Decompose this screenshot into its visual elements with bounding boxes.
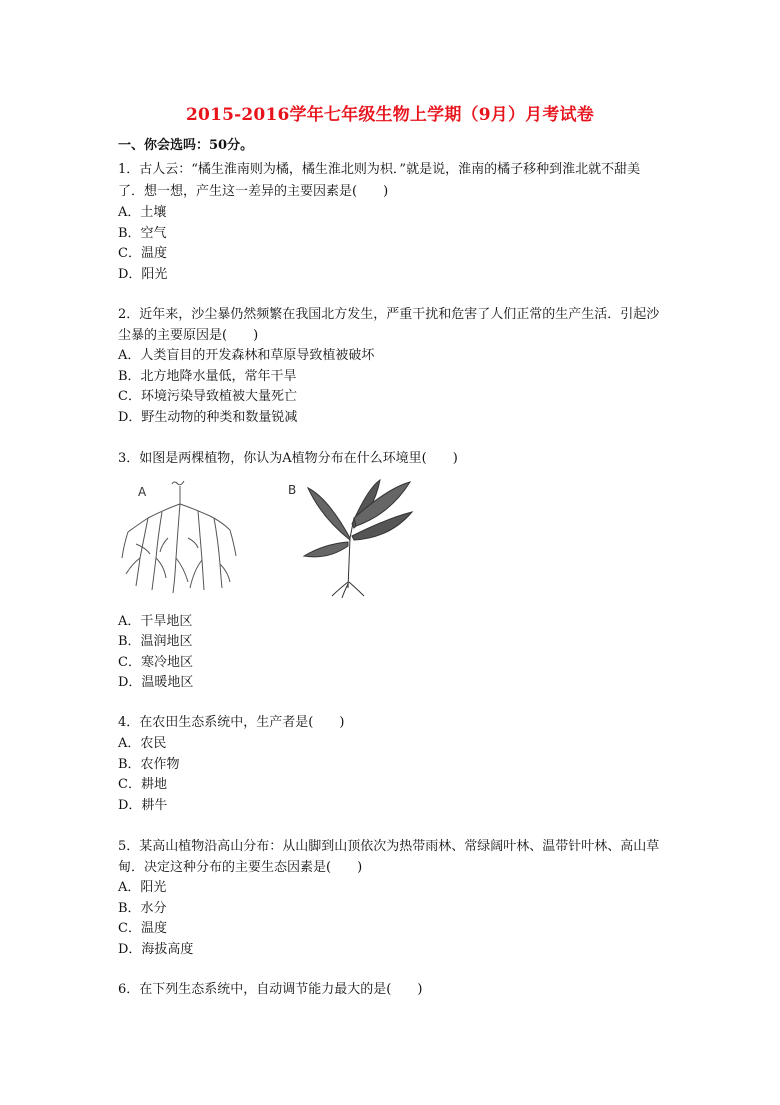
question-2-option-b: B．北方地降水量低，常年干旱 xyxy=(118,369,297,384)
question-4-line-1: 4．在农田生态系统中，生产者是( ) xyxy=(118,715,345,730)
question-3-option-b: B．温润地区 xyxy=(118,634,193,649)
question-2-line-1: 2．近年来，沙尘暴仍然频繁在我国北方发生，严重干扰和危害了人们正常的生产生活．引起沙 xyxy=(118,307,660,322)
question-5-option-c: C．温度 xyxy=(118,921,167,936)
question-3-option-c: C．寒冷地区 xyxy=(118,655,193,670)
question-1-line-1: 1．古人云：“橘生淮南则为橘，橘生淮北则为枳．”就是说，淮南的橘子移种到淮北就不甜美 xyxy=(118,162,641,177)
question-4-option-d: D．耕牛 xyxy=(118,798,168,813)
question-3-option-a: A．干旱地区 xyxy=(118,614,193,629)
question-1-option-b: B．空气 xyxy=(118,226,167,241)
section-heading: 一、你会选吗：50分。 xyxy=(118,138,254,153)
question-2-option-d: D．野生动物的种类和数量锐减 xyxy=(118,410,298,425)
exam-title: 2015-2016学年七年级生物上学期（9月）月考试卷 xyxy=(186,105,594,125)
question-6-line-1: 6．在下列生态系统中，自动调节能力最大的是( ) xyxy=(118,982,423,997)
question-2-option-c: C．环境污染导致植被大量死亡 xyxy=(118,389,297,404)
question-5-option-b: B．水分 xyxy=(118,901,167,916)
question-5-option-d: D．海拔高度 xyxy=(118,942,194,957)
question-3-line-1: 3．如图是两棵植物，你认为A植物分布在什么环境里( ) xyxy=(118,451,458,466)
question-4-option-a: A．农民 xyxy=(118,736,167,751)
question-3-option-d: D．温暖地区 xyxy=(118,675,194,690)
question-5-line-1: 5．某高山植物沿高山分布：从山脚到山顶依次为热带雨林、常绿阔叶林、温带针叶林、高山草 xyxy=(118,839,660,854)
figure-label-a: A xyxy=(138,485,147,499)
question-1-line-2: 了．想一想，产生这一差异的主要因素是( ) xyxy=(118,184,389,199)
question-5-option-a: A．阳光 xyxy=(118,880,167,895)
plant-figure xyxy=(118,478,428,598)
question-1-option-c: C．温度 xyxy=(118,246,167,261)
question-1-option-d: D．阳光 xyxy=(118,267,168,282)
question-4-option-c: C．耕地 xyxy=(118,777,167,792)
plant-b-drawing xyxy=(304,480,412,598)
question-1-option-a: A．土壤 xyxy=(118,205,167,220)
question-5-line-2: 甸．决定这种分布的主要生态因素是( ) xyxy=(118,860,363,875)
question-2-option-a: A．人类盲目的开发森林和草原导致植被破坏 xyxy=(118,348,375,363)
question-2-line-2: 尘暴的主要原因是( ) xyxy=(118,328,259,343)
figure-label-b: B xyxy=(288,483,297,497)
question-4-option-b: B．农作物 xyxy=(118,757,180,772)
